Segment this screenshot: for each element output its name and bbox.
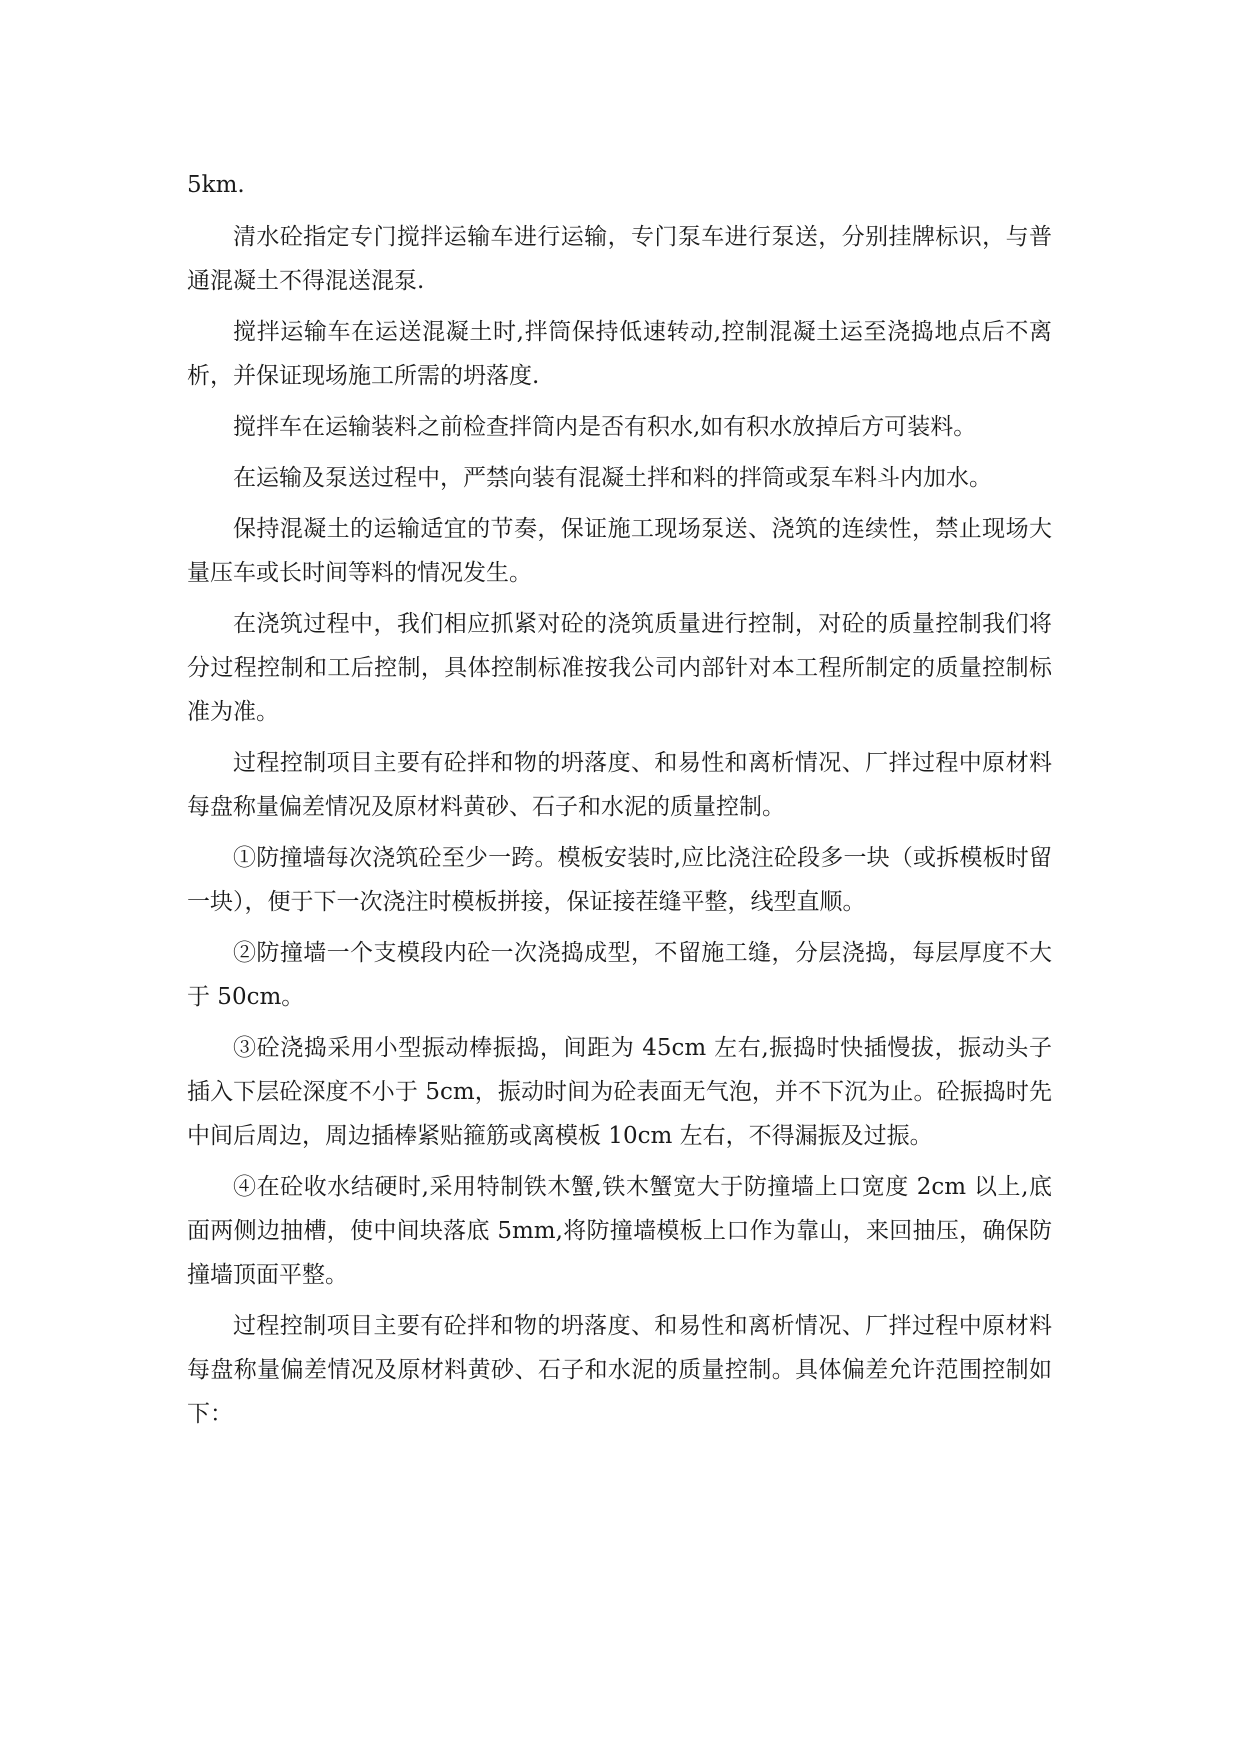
document-body [187,163,1052,1443]
paragraph-3: 搅拌运输车在运送混凝土时,拌筒保持低速转动,控制混凝土运至浇捣地点后不离析，并保证现场施工所需的坍落度. [187,319,1052,389]
paragraph-2: 清水砼指定专门搅拌运输车进行运输，专门泵车进行泵送，分别挂牌标识，与普通混凝土不得混送混泵. [187,224,1052,294]
paragraph-11: ③砼浇捣采用小型振动棒振捣，间距为 45cm 左右,振捣时快插慢拔，振动头子插入下层砼深度不小于 5cm，振动时间为砼表面无气泡，并不下沉为止。砼振捣时先中间后周边，周边插棒紧贴箍筋或离模板 10cm 左右，不得漏振及过振。 [187,1035,1052,1149]
paragraph-6: 保持混凝土的运输适宜的节奏，保证施工现场泵送、浇筑的连续性，禁止现场大量压车或长时间等料的情况发生。 [187,516,1052,586]
paragraph-9: ①防撞墙每次浇筑砼至少一跨。模板安装时,应比浇注砼段多一块（或拆模板时留一块），便于下一次浇注时模板拼接，保证接茬缝平整，线型直顺。 [187,845,1052,915]
paragraph-1: 5km. [187,172,245,198]
paragraph-10: ②防撞墙一个支模段内砼一次浇捣成型，不留施工缝，分层浇捣，每层厚度不大于 50cm。 [187,940,1052,1010]
paragraph-8: 过程控制项目主要有砼拌和物的坍落度、和易性和离析情况、厂拌过程中原材料每盘称量偏差情况及原材料黄砂、石子和水泥的质量控制。 [187,750,1052,820]
paragraph-7: 在浇筑过程中，我们相应抓紧对砼的浇筑质量进行控制，对砼的质量控制我们将分过程控制和工后控制，具体控制标准按我公司内部针对本工程所制定的质量控制标准为准。 [187,611,1052,725]
paragraph-12: ④在砼收水结硬时,采用特制铁木蟹,铁木蟹宽大于防撞墙上口宽度 2cm 以上,底面两侧边抽槽，使中间块落底 5mm,将防撞墙模板上口作为靠山，来回抽压，确保防撞墙顶面平整。 [187,1174,1052,1288]
paragraph-4: 搅拌车在运输装料之前检查拌筒内是否有积水,如有积水放掉后方可装料。 [233,414,977,440]
paragraph-5: 在运输及泵送过程中，严禁向装有混凝土拌和料的拌筒或泵车料斗内加水。 [233,465,992,491]
paragraph-13: 过程控制项目主要有砼拌和物的坍落度、和易性和离析情况、厂拌过程中原材料每盘称量偏差情况及原材料黄砂、石子和水泥的质量控制。具体偏差允许范围控制如下： [187,1313,1052,1427]
